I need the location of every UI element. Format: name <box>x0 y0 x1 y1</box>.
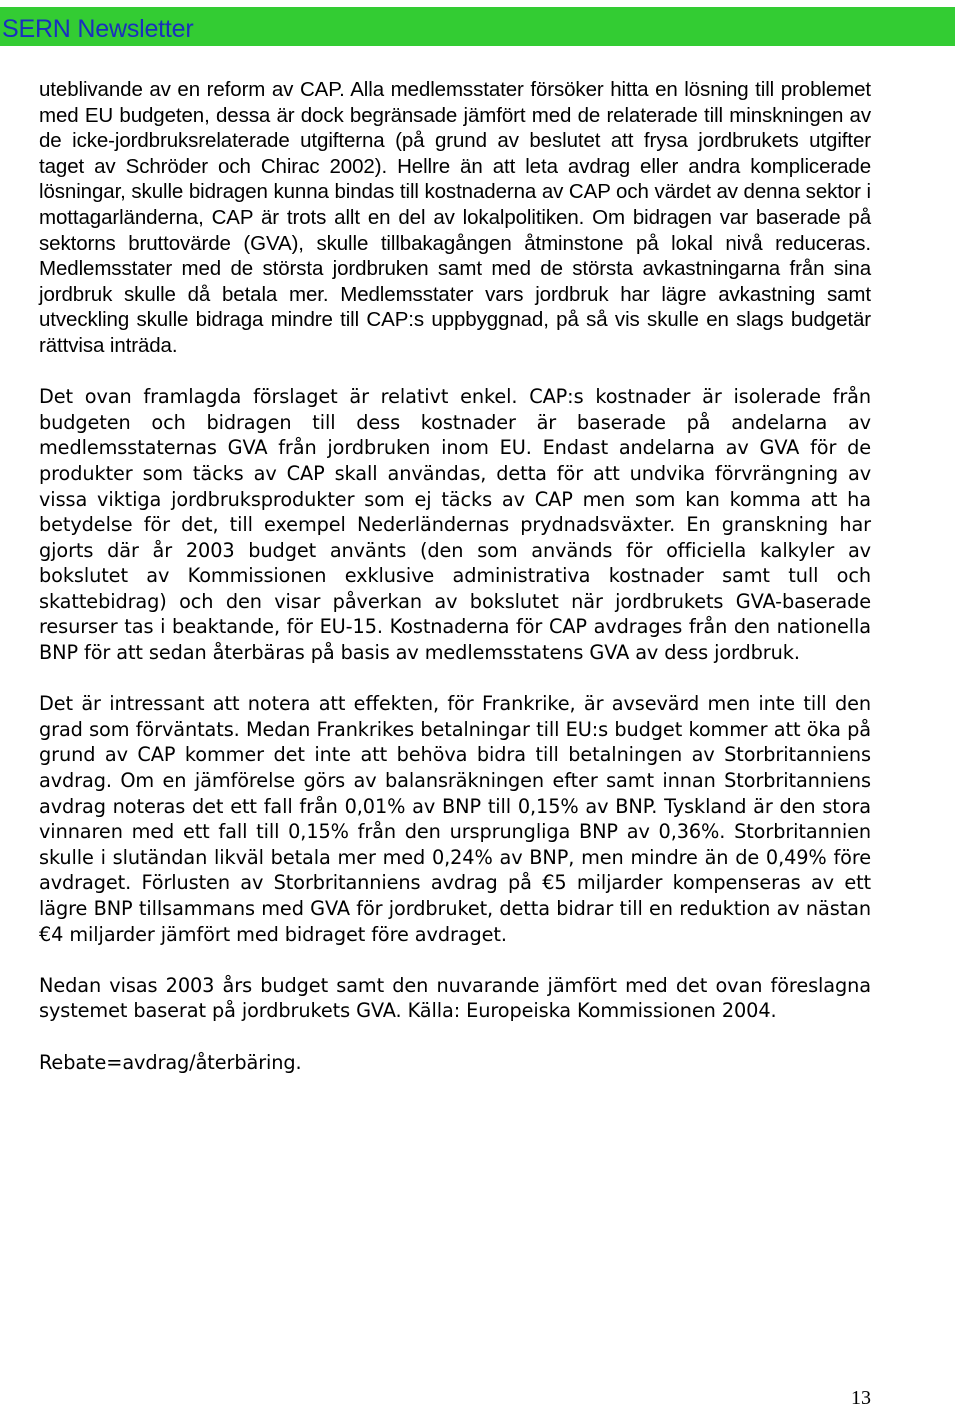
newsletter-title: SERN Newsletter <box>2 15 194 43</box>
paragraph-proposal: Det ovan framlagda förslaget är relativt enkel. CAP:s kostnader är isolerade från budgeten och bidragen till dess kostnader är baserade på andelarna av medlemsstaternas GVA från jordbruken inom EU. Endast andelarna av GVA för de produkter som täcks av CAP skall användas, detta för att undvika förvrängning av vissa viktiga jordbruksprodukter som ej täcks av CAP men som kan komma att ha betydelse för det, till exempel Nederländernas prydnadsväxter. En granskning har gjorts där år 2003 budget använts (den som används för officiella kalkyler av bokslutet av Kommissionen exklusive administrativa kostnader samt tull och skattebidrag) och den visar påverkan av bokslutet när jordbrukets GVA-baserade resurser tas i beaktande, för EU-15. Kostnaderna för CAP avdrages från den nationella BNP för att sedan återbäras på basis av medlemsstatens GVA av dess jordbruk. <box>39 385 871 665</box>
paragraph-cap-reform: uteblivande av en reform av CAP. Alla medlemsstater försöker hitta en lösning till problemet med EU budgeten, dessa är dock begränsade jämfört med de relaterade till minskningen av de icke-jordbruksrelaterade utgifterna (på grund av beslutet att frysa jordbrukets utgifter taget av Schröder och Chirac 2002). Hellre än att leta avdrag eller andra komplicerade lösningar, skulle bidragen kunna bindas till kostnaderna av CAP och värdet av denna sektor i mottagarländerna, CAP är trots allt en del av lokalpolitiken. Om bidragen var baserade på sektorns bruttovärde (GVA), skulle tillbakagången åtminstone på lokal nivå reduceras. Medlemsstater med de största jordbruken samt med de största avkastningarna från sina jordbruk skulle då betala mer. Medlemsstater vars jordbruk har lägre avkastning samt utveckling skulle bidraga mindre till CAP:s uppbyggnad, på så vis skulle en slags budgetär rättvisa inträda. <box>39 78 871 357</box>
article-body <box>39 77 871 1101</box>
paragraph-rebate-note: Rebate=avdrag/återbäring. <box>39 1050 302 1074</box>
paragraph-effects: Det är intressant att notera att effekten, för Frankrike, är avsevärd men inte till den grad som förväntats. Medan Frankrikes betalningar till EU:s budget kommer att öka på grund av CAP kommer det inte att behöva bidra till betalningen av Storbritanniens avdrag. Om en jämförelse görs av balansräkningen efter samt innan Storbritanniens avdrag noteras det ett fall från 0,01% av BNP till 0,15% av BNP. Tyskland är den stora vinnaren med ett fall till 0,15% från den ursprungliga BNP av 0,36%. Storbritannien skulle i slutändan likväl betala mer med 0,24% av BNP, men mindre än de 0,49% före avdraget. Förlusten av Storbritanniens avdrag på €5 miljarder kompenseras av ett lägre BNP tillsammans med GVA för jordbruket, detta bidrar till en reduktion av nästan €4 miljarder jämfört med bidraget före avdraget. <box>39 692 871 946</box>
paragraph-budget-intro: Nedan visas 2003 års budget samt den nuvarande jämfört med det ovan föreslagna systemet baserat på jordbrukets GVA. Källa: Europeiska Kommissionen 2004. <box>39 973 871 1023</box>
page-number: 13 <box>851 1387 871 1409</box>
